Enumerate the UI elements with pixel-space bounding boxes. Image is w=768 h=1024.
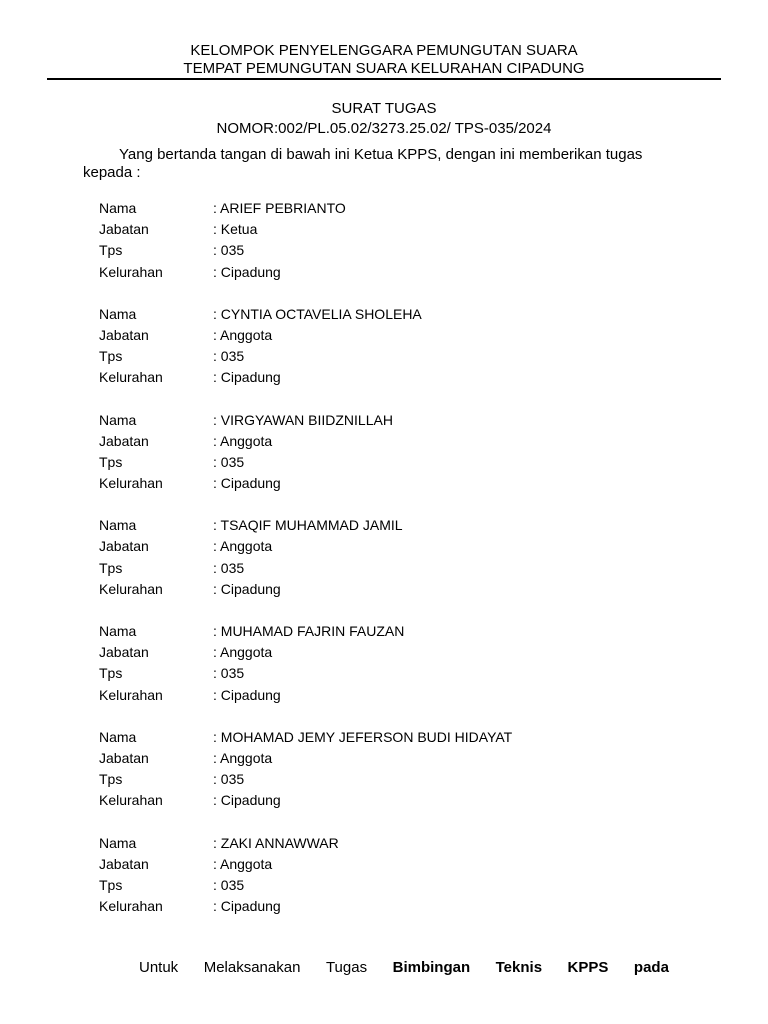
member-jabatan-row <box>99 325 699 346</box>
field-value: : Anggota <box>213 538 273 555</box>
member-tps-row <box>99 663 699 684</box>
field-label: Tps <box>99 559 123 576</box>
field-label: Kelurahan <box>99 580 163 597</box>
member-entry <box>99 621 699 706</box>
field-label: Tps <box>99 453 123 470</box>
field-label: Jabatan <box>99 538 149 555</box>
member-nama-row <box>99 198 699 219</box>
member-kelurahan-row <box>99 367 699 388</box>
member-entry <box>99 833 699 918</box>
footer-word: Untuk <box>139 959 179 976</box>
field-value: : Cipadung <box>213 475 281 492</box>
member-entry <box>99 727 699 812</box>
field-label: Tps <box>99 771 123 788</box>
member-kelurahan-row <box>99 579 699 600</box>
member-jabatan-row <box>99 854 699 875</box>
field-label: Tps <box>99 242 123 259</box>
field-value: : Cipadung <box>213 686 281 703</box>
field-value: : Cipadung <box>213 580 281 597</box>
member-nama-row <box>99 304 699 325</box>
member-entry <box>99 410 699 495</box>
field-label: Jabatan <box>99 749 149 766</box>
field-label: Nama <box>99 411 137 428</box>
field-label: Nama <box>99 623 137 639</box>
field-label: Nama <box>99 305 137 322</box>
field-value: : Anggota <box>213 644 273 661</box>
field-label: Tps <box>99 876 123 893</box>
footer-word-bold: Teknis <box>495 959 543 976</box>
member-kelurahan-row <box>99 685 699 706</box>
intro-paragraph <box>83 146 683 182</box>
header-line-2: TEMPAT PEMUNGUTAN SUARA KELURAHAN CIPADUNG <box>183 60 585 77</box>
field-label: Kelurahan <box>99 263 163 280</box>
member-jabatan-row <box>99 219 699 240</box>
field-value: : 035 <box>213 559 245 576</box>
title-block <box>0 99 768 139</box>
member-nama-row <box>99 727 699 748</box>
field-value: : ARIEF PEBRIANTO <box>213 200 346 216</box>
field-value: : Anggota <box>213 326 273 343</box>
member-nama-row <box>99 621 699 642</box>
footer-word-bold: Bimbingan <box>392 959 471 976</box>
member-nama-row <box>99 515 699 536</box>
field-label: Nama <box>99 200 137 216</box>
member-tps-row <box>99 769 699 790</box>
member-kelurahan-row <box>99 473 699 494</box>
field-value: : ZAKI ANNAWWAR <box>213 834 339 851</box>
header-divider <box>47 78 721 80</box>
field-value: : Cipadung <box>213 792 281 809</box>
field-label: Jabatan <box>99 326 149 343</box>
member-kelurahan-row <box>99 896 699 917</box>
field-value: : 035 <box>213 665 245 682</box>
member-tps-row <box>99 240 699 261</box>
field-value: : 035 <box>213 242 245 259</box>
field-value: : CYNTIA OCTAVELIA SHOLEHA <box>213 305 422 322</box>
field-value: : MUHAMAD FAJRIN FAUZAN <box>213 623 405 639</box>
field-value: : Ketua <box>213 221 258 238</box>
field-label: Jabatan <box>99 221 149 238</box>
field-value: : Cipadung <box>213 898 281 915</box>
field-label: Nama <box>99 728 137 745</box>
footer-sentence <box>139 958 669 978</box>
member-entry <box>99 304 699 389</box>
field-label: Kelurahan <box>99 686 163 703</box>
document-header <box>0 42 768 78</box>
field-label: Tps <box>99 665 123 682</box>
member-kelurahan-row <box>99 790 699 811</box>
footer-word-bold: pada <box>633 959 669 976</box>
footer-word: Melaksanakan <box>203 959 301 976</box>
document-title: SURAT TUGAS <box>331 100 437 117</box>
field-label: Jabatan <box>99 855 149 872</box>
field-label: Jabatan <box>99 644 149 661</box>
member-entry <box>99 515 699 600</box>
field-value: : 035 <box>213 348 245 365</box>
member-nama-row <box>99 833 699 854</box>
field-value: : VIRGYAWAN BIIDZNILLAH <box>213 411 393 428</box>
document-number: NOMOR:002/PL.05.02/3273.25.02/ TPS-035/2024 <box>216 120 552 137</box>
field-value: : Cipadung <box>213 263 281 280</box>
field-label: Kelurahan <box>99 369 163 386</box>
field-value: : Anggota <box>213 432 273 449</box>
footer-word-bold: KPPS <box>567 959 609 976</box>
field-label: Tps <box>99 348 123 365</box>
member-jabatan-row <box>99 748 699 769</box>
member-tps-row <box>99 558 699 579</box>
member-jabatan-row <box>99 431 699 452</box>
field-label: Jabatan <box>99 432 149 449</box>
field-value: : Anggota <box>213 855 273 872</box>
field-value: : 035 <box>213 453 245 470</box>
field-value: : MOHAMAD JEMY JEFERSON BUDI HIDAYAT <box>213 728 513 745</box>
member-list <box>99 198 699 938</box>
field-value: : 035 <box>213 771 245 788</box>
member-tps-row <box>99 875 699 896</box>
intro-line-1: Yang bertanda tangan di bawah ini Ketua KPPS, dengan ini memberikan tugas <box>119 146 643 163</box>
intro-line-2: kepada : <box>83 164 141 181</box>
field-label: Nama <box>99 834 137 851</box>
field-label: Kelurahan <box>99 792 163 809</box>
header-line-1: KELOMPOK PENYELENGGARA PEMUNGUTAN SUARA <box>190 42 578 59</box>
member-entry <box>99 198 699 283</box>
field-label: Kelurahan <box>99 898 163 915</box>
member-tps-row <box>99 346 699 367</box>
footer-word: Tugas <box>325 959 368 976</box>
field-value: : TSAQIF MUHAMMAD JAMIL <box>213 517 403 534</box>
field-label: Nama <box>99 517 137 534</box>
member-kelurahan-row <box>99 262 699 283</box>
member-tps-row <box>99 452 699 473</box>
field-label: Kelurahan <box>99 475 163 492</box>
field-value: : Cipadung <box>213 369 281 386</box>
member-jabatan-row <box>99 642 699 663</box>
field-value: : 035 <box>213 876 245 893</box>
member-jabatan-row <box>99 536 699 557</box>
member-nama-row <box>99 410 699 431</box>
field-value: : Anggota <box>213 749 273 766</box>
